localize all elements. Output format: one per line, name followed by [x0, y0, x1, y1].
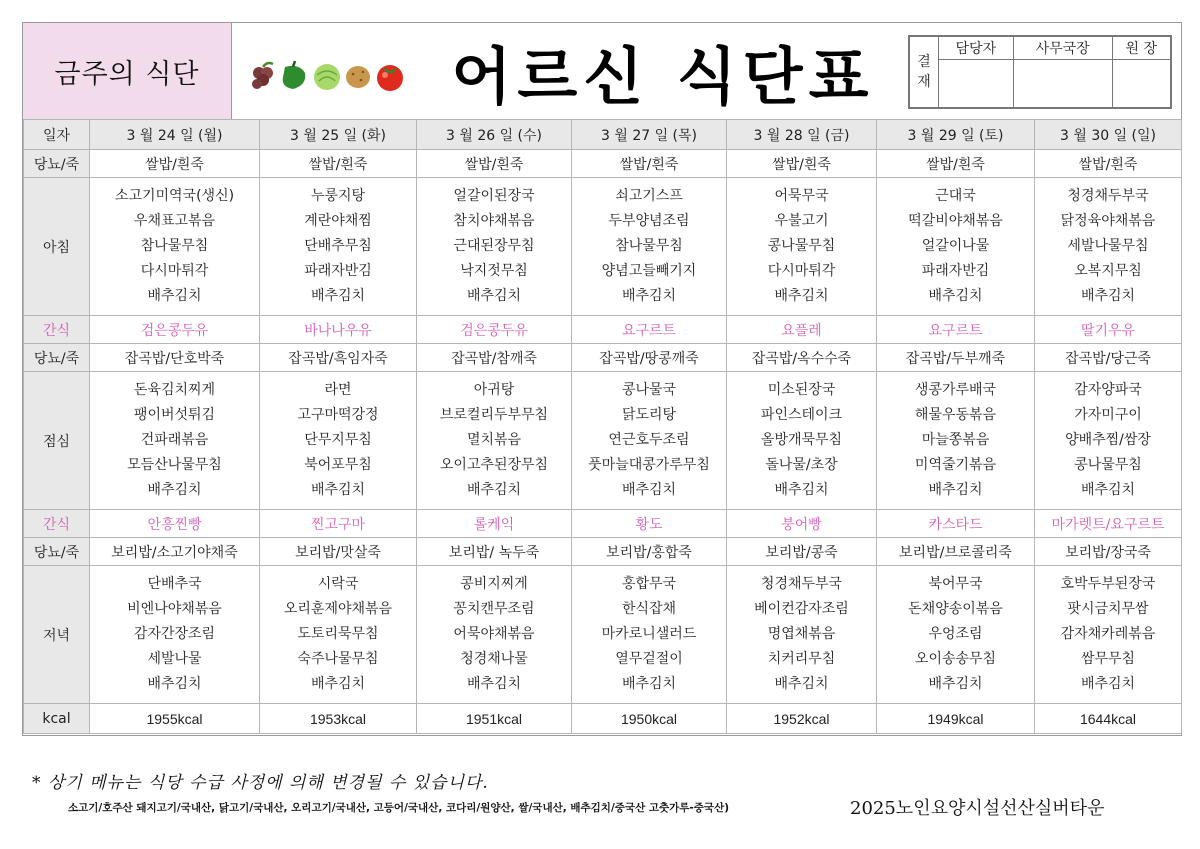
menu-item: 파인스테이크 [760, 407, 843, 423]
row-label-date: 일자 [24, 120, 90, 150]
menu-item: 소고기미역국(생신) [114, 188, 235, 204]
menu-item: 한식잡채 [621, 601, 677, 617]
row-breakfast-diabetic [24, 150, 1182, 178]
porridge-cell: 잡곡밥/옥수수죽 [727, 344, 877, 372]
menu-item: 마카로니샐러드 [601, 626, 697, 642]
menu-item: 꽁치캔무조림 [453, 601, 535, 617]
approval-col-manager: 담당자 [939, 37, 1014, 60]
menu-item: 우채표고볶음 [133, 213, 216, 229]
menu-item: 해물우동볶음 [914, 407, 997, 423]
menu-item: 북어포무침 [304, 457, 372, 473]
menu-item: 치커리무침 [767, 651, 836, 667]
menu-cell [417, 566, 572, 704]
menu-item: 오복지무침 [1074, 263, 1142, 279]
menu-item: 콩나물무침 [1074, 457, 1142, 473]
kcal-cell: 1953kcal [260, 704, 417, 734]
porridge-cell: 쌀밥/흰죽 [727, 150, 877, 178]
snack-cell: 카스타드 [877, 510, 1035, 538]
date-cell: 3 월 25 일 (화) [260, 120, 417, 150]
menu-item: 청경채두부국 [1067, 188, 1149, 204]
menu-item: 배추김치 [1080, 676, 1136, 692]
menu-item: 돈채양송이볶음 [908, 601, 1003, 617]
porridge-cell: 보리밥/장국죽 [1035, 538, 1182, 566]
snack-cell: 찐고구마 [260, 510, 417, 538]
snack-cell: 딸기우유 [1035, 316, 1182, 344]
menu-item: 근대국 [935, 188, 976, 204]
potato-icon [346, 66, 370, 88]
date-cell: 3 월 27 일 (목) [572, 120, 727, 150]
menu-item: 숙주나물무침 [297, 651, 379, 667]
snack-cell: 바나나우유 [260, 316, 417, 344]
menu-item: 배추김치 [147, 288, 202, 304]
date-cell: 3 월 30 일 (일) [1035, 120, 1182, 150]
row-snack-am [24, 316, 1182, 344]
menu-item: 배추김치 [1080, 288, 1136, 304]
snack-cell: 요구르트 [572, 316, 727, 344]
menu-cell [260, 372, 417, 510]
approval-col-secretary: 사무국장 [1013, 37, 1112, 60]
menu-cell [727, 178, 877, 316]
menu-item: 올방개묵무침 [760, 432, 843, 448]
origin-info: 소고기/호주산 돼지고기/국내산, 닭고기/국내산, 오리고기/국내산, 고등어/국내산, 코다리/원양산, 쌀/국내산, 배추김치/중국산 고춧가루-중국산) [68, 802, 730, 814]
pepper-icon [283, 61, 306, 89]
row-label-diabetic: 당뇨/죽 [24, 538, 90, 566]
header [23, 23, 1181, 120]
menu-cell [572, 178, 727, 316]
tomato-icon [377, 65, 403, 91]
row-date [24, 120, 1182, 150]
row-lunch-diabetic [24, 344, 1182, 372]
approval-col-director: 원 장 [1112, 37, 1170, 60]
menu-item: 배추김치 [466, 482, 522, 498]
menu-item: 쌈무무침 [1080, 651, 1136, 667]
porridge-cell: 보리밥/홍합죽 [572, 538, 727, 566]
menu-item: 연근호두조림 [608, 432, 690, 448]
snack-cell: 마가렛트/요구르트 [1035, 510, 1182, 538]
porridge-cell: 보리밥/ 녹두죽 [417, 538, 572, 566]
menu-item: 배추김치 [310, 676, 366, 692]
menu-item: 미소된장국 [767, 382, 836, 398]
menu-item: 다시마튀각 [140, 263, 209, 279]
menu-item: 단무지무침 [304, 432, 372, 448]
row-label-dinner: 저녁 [24, 566, 90, 704]
menu-item: 팟시금치무쌈 [1067, 601, 1149, 617]
menu-item: 두부양념조림 [608, 213, 690, 229]
menu-item: 계란야채찜 [304, 213, 372, 229]
porridge-cell: 쌀밥/흰죽 [1035, 150, 1182, 178]
menu-item: 근대된장무침 [453, 238, 535, 254]
menu-item: 얼갈이나물 [921, 238, 990, 254]
menu-item: 콩나물국 [621, 382, 677, 398]
menu-item: 파래자반김 [304, 263, 372, 279]
date-cell: 3 월 28 일 (금) [727, 120, 877, 150]
menu-cell [417, 372, 572, 510]
menu-item: 단배추무침 [304, 238, 372, 254]
snack-cell: 황도 [572, 510, 727, 538]
menu-item: 양념고들빼기지 [601, 263, 697, 279]
menu-item: 세발나물무침 [1067, 238, 1149, 254]
change-notice: * 상기 메뉴는 식당 수급 사정에 의해 변경될 수 있습니다. [32, 773, 489, 793]
menu-item: 돈육김치찌게 [133, 382, 216, 398]
menu-item: 돌나물/초장 [765, 457, 838, 473]
menu-item: 참나물무침 [140, 238, 209, 254]
snack-cell: 검은콩두유 [90, 316, 260, 344]
menu-cell [90, 178, 260, 316]
menu-item: 청경채두부국 [760, 576, 843, 592]
menu-item: 배추김치 [466, 676, 522, 692]
menu-item: 라면 [324, 382, 352, 398]
porridge-cell: 잡곡밥/두부깨죽 [877, 344, 1035, 372]
snack-cell: 요구르트 [877, 316, 1035, 344]
organization-name: 2025노인요양시설선산실버타운 [850, 798, 1105, 819]
menu-item: 건파래볶음 [140, 432, 209, 448]
row-snack-pm [24, 510, 1182, 538]
menu-item: 어묵야채볶음 [453, 626, 535, 642]
menu-cell [877, 566, 1035, 704]
row-label-diabetic: 당뇨/죽 [24, 344, 90, 372]
porridge-cell: 잡곡밥/흑임자죽 [260, 344, 417, 372]
menu-item: 비엔나야채볶음 [127, 601, 222, 617]
menu-item: 어묵무국 [774, 188, 829, 204]
menu-cell [260, 178, 417, 316]
menu-item: 누룽지탕 [310, 188, 366, 204]
menu-item: 미역줄기볶음 [914, 457, 997, 473]
menu-cell [572, 566, 727, 704]
menu-cell [877, 372, 1035, 510]
menu-item: 떡갈비야채볶음 [908, 213, 1003, 229]
porridge-cell: 쌀밥/흰죽 [877, 150, 1035, 178]
menu-item: 배추김치 [310, 288, 366, 304]
vegetable-icons [247, 59, 412, 93]
porridge-cell: 쌀밥/흰죽 [90, 150, 260, 178]
approval-sign-director [1112, 60, 1170, 108]
menu-item: 팽이버섯튀김 [133, 407, 216, 423]
menu-item: 브로컬리두부무침 [439, 407, 549, 423]
menu-item: 시락국 [317, 576, 359, 592]
menu-item: 아귀탕 [473, 382, 515, 398]
menu-cell [90, 372, 260, 510]
menu-item: 콩나물무침 [767, 238, 836, 254]
row-label-breakfast: 아침 [24, 178, 90, 316]
porridge-cell: 쌀밥/흰죽 [572, 150, 727, 178]
menu-item: 감자양파국 [1074, 382, 1142, 398]
menu-item: 생콩가루배국 [914, 382, 997, 398]
menu-item: 명엽채볶음 [767, 626, 836, 642]
porridge-cell: 보리밥/콩죽 [727, 538, 877, 566]
row-breakfast [24, 178, 1182, 316]
date-cell: 3 월 29 일 (토) [877, 120, 1035, 150]
cabbage-icon [314, 64, 340, 90]
menu-item: 오리훈제야채볶음 [283, 601, 393, 617]
menu-item: 참치야채볶음 [453, 213, 535, 229]
menu-item: 단배추국 [147, 576, 202, 592]
page-title: 어르신 식단표 [451, 39, 875, 113]
row-label-snack: 간식 [24, 316, 90, 344]
menu-item: 참나물무침 [615, 238, 683, 254]
menu-item: 배추김치 [621, 482, 677, 498]
row-label-lunch: 점심 [24, 372, 90, 510]
menu-item: 우불고기 [774, 213, 829, 229]
menu-item: 열무겉절이 [615, 651, 683, 667]
porridge-cell: 잡곡밥/당근죽 [1035, 344, 1182, 372]
menu-item: 배추김치 [928, 288, 983, 304]
snack-cell: 요플레 [727, 316, 877, 344]
menu-item: 감자채카레볶음 [1060, 626, 1156, 642]
menu-item: 오이고추된장무침 [439, 457, 549, 473]
menu-item: 배추김치 [774, 482, 829, 498]
menu-cell [727, 566, 877, 704]
menu-item: 다시마튀각 [767, 263, 836, 279]
menu-item: 배추김치 [466, 288, 522, 304]
menu-item: 배추김치 [774, 288, 829, 304]
approval-sign-secretary [1013, 60, 1112, 108]
menu-item: 도토리묵무침 [297, 626, 379, 642]
menu-item: 닭도리탕 [621, 407, 677, 423]
row-dinner [24, 566, 1182, 704]
menu-table [23, 119, 1182, 734]
snack-cell: 안흥찐빵 [90, 510, 260, 538]
menu-item: 배추김치 [928, 482, 983, 498]
menu-item: 배추김치 [147, 676, 202, 692]
menu-item: 오이송송무침 [914, 651, 997, 667]
menu-item: 배추김치 [774, 676, 829, 692]
menu-cell [1035, 372, 1182, 510]
menu-item: 호박두부된장국 [1060, 576, 1156, 592]
menu-item: 닭정육야채볶음 [1060, 213, 1156, 229]
menu-item: 배추김치 [621, 676, 677, 692]
row-label-kcal: kcal [24, 704, 90, 734]
menu-item: 쇠고기스프 [615, 188, 683, 204]
menu-item: 파래자반김 [921, 263, 990, 279]
row-dinner-diabetic [24, 538, 1182, 566]
grapes-icon [252, 63, 273, 89]
menu-item: 얼갈이된장국 [453, 188, 535, 204]
menu-item: 배추김치 [1080, 482, 1136, 498]
kcal-cell: 1951kcal [417, 704, 572, 734]
menu-item: 베이컨감자조림 [754, 601, 849, 617]
menu-cell [90, 566, 260, 704]
menu-item: 우엉조림 [928, 626, 983, 642]
menu-item: 양배추찜/쌈장 [1065, 432, 1151, 448]
date-cell: 3 월 26 일 (수) [417, 120, 572, 150]
snack-cell: 롤케익 [417, 510, 572, 538]
menu-item: 감자간장조림 [133, 626, 216, 642]
row-label-diabetic: 당뇨/죽 [24, 150, 90, 178]
porridge-cell: 쌀밥/흰죽 [417, 150, 572, 178]
menu-item: 배추김치 [147, 482, 202, 498]
kcal-cell: 1644kcal [1035, 704, 1182, 734]
menu-item: 가자미구이 [1074, 407, 1142, 423]
porridge-cell: 잡곡밥/땅콩깨죽 [572, 344, 727, 372]
porridge-cell: 잡곡밥/단호박죽 [90, 344, 260, 372]
menu-cell [1035, 566, 1182, 704]
kcal-cell: 1955kcal [90, 704, 260, 734]
approval-sign-manager [939, 60, 1014, 108]
weekly-menu-label: 금주의 식단 [23, 23, 232, 119]
date-cell: 3 월 24 일 (월) [90, 120, 260, 150]
menu-item: 북어무국 [928, 576, 983, 592]
snack-cell: 검은콩두유 [417, 316, 572, 344]
kcal-cell: 1949kcal [877, 704, 1035, 734]
snack-cell: 붕어빵 [727, 510, 877, 538]
kcal-cell: 1952kcal [727, 704, 877, 734]
menu-item: 홍합무국 [621, 576, 677, 592]
menu-item: 콩비지찌게 [460, 576, 528, 592]
menu-cell [727, 372, 877, 510]
menu-item: 세발나물 [147, 651, 202, 667]
menu-item: 멸치볶음 [466, 432, 522, 448]
menu-sheet [22, 22, 1182, 736]
menu-item: 배추김치 [621, 288, 677, 304]
porridge-cell: 쌀밥/흰죽 [260, 150, 417, 178]
row-label-snack: 간식 [24, 510, 90, 538]
row-lunch [24, 372, 1182, 510]
menu-item: 풋마늘대콩가루무침 [588, 457, 710, 473]
row-kcal [24, 704, 1182, 734]
menu-item: 청경채나물 [460, 651, 528, 667]
menu-item: 배추김치 [928, 676, 983, 692]
menu-cell [417, 178, 572, 316]
menu-cell [260, 566, 417, 704]
approval-box [908, 35, 1172, 109]
menu-item: 마늘쫑볶음 [921, 432, 990, 448]
menu-cell [877, 178, 1035, 316]
menu-item: 고구마떡강정 [297, 407, 379, 423]
menu-cell [572, 372, 727, 510]
approval-side-label: 결 재 [910, 37, 939, 108]
menu-item: 낙지젓무침 [460, 263, 528, 279]
porridge-cell: 보리밥/소고기야채죽 [90, 538, 260, 566]
menu-cell [1035, 178, 1182, 316]
porridge-cell: 보리밥/브로콜리죽 [877, 538, 1035, 566]
kcal-cell: 1950kcal [572, 704, 727, 734]
menu-item: 모듬산나물무침 [127, 457, 222, 473]
porridge-cell: 잡곡밥/참깨죽 [417, 344, 572, 372]
menu-item: 배추김치 [310, 482, 366, 498]
porridge-cell: 보리밥/맛살죽 [260, 538, 417, 566]
